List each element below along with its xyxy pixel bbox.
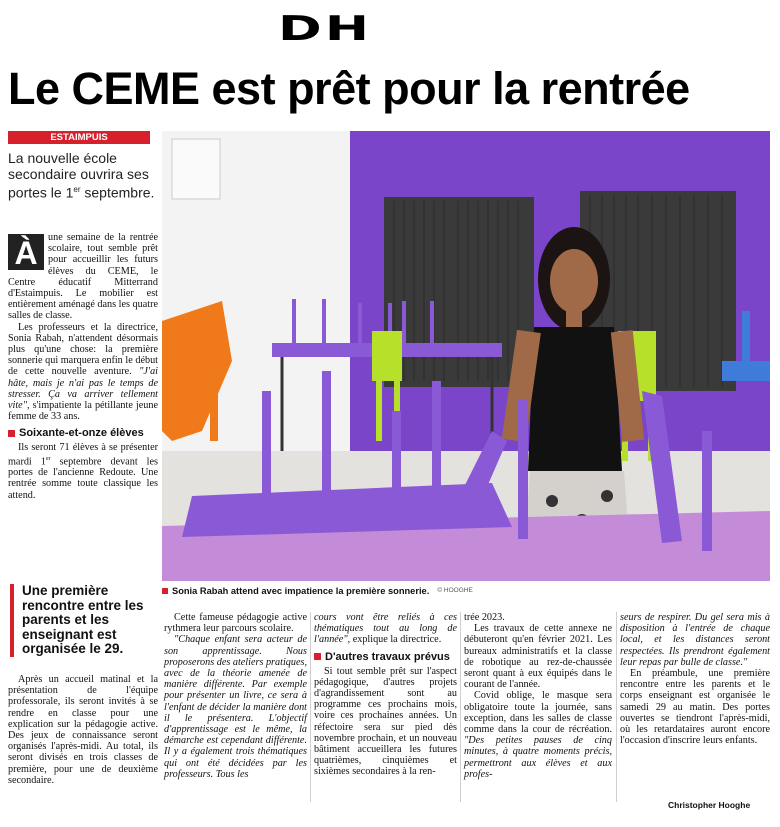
paragraph: Covid oblige, le masque sera obligatoire toute la journée, sans exception, dans les salles de classe comme dans la cour de récréation. "Des petites pauses de cinq minutes, à quatre moments précis, permettront aux élèves et aux profes-	[464, 690, 612, 780]
paragraph: Ils seront 71 élèves à se présenter mardi 1er septembre devant les portes de l'ancienne Redoute. Une rentrée somme toute classique les attend.	[8, 442, 158, 501]
article-column-2	[164, 612, 307, 780]
article-column-5	[620, 612, 770, 746]
column-divider	[616, 612, 617, 802]
paragraph: Cette fameuse pédagogie active rythmera leur parcours scolaire.	[164, 612, 307, 635]
classroom-photo	[162, 131, 770, 581]
paragraph: "Chaque enfant sera acteur de son apprentissage. Nous proposerons des ateliers pratiques, avec de la théorie amenée de manière différente. Par exemple pour présenter un livre, ce sera à l'enfant de décider la manière dont il le présentera. L'objectif d'apprentissage est le même, la démarche est cependant différente. Il y a également trois thématiques qui ont été décidées par les professeurs. Tous les	[164, 634, 307, 780]
paragraph: cours vont être reliés à ces thématiques tout au long de l'année", explique la directrice.	[314, 612, 457, 646]
red-square-icon	[314, 653, 321, 660]
subheading: Soixante-et-onze élèves	[8, 426, 158, 440]
standfirst: La nouvelle école secondaire ouvrira ses portes le 1er septembre.	[8, 150, 155, 201]
red-square-icon	[162, 588, 168, 594]
article-column-4	[464, 612, 612, 780]
photo-caption: Sonia Rabah attend avec impatience la première sonnerie. © HOOGHE	[162, 585, 770, 597]
article-column-3	[314, 612, 457, 778]
paragraph: En préambule, une première rencontre entre les parents et le corps enseignant est organisée le samedi 29 au matin. Des portes ouvertes se tiendront l'après-midi, où les retardataires auront encore l'occasion d'inscrire leurs enfants.	[620, 668, 770, 747]
drop-cap: À	[8, 234, 44, 270]
column-divider	[460, 612, 461, 802]
paragraph: Si tout semble prêt sur l'aspect pédagogique, d'autres projets d'agrandissement sont au programme ces prochains mois, voire ces prochaines années. Un réfectoire sera sur pied dès novembre prochain, et un nouveau bâtiment accueillera les futures quatrièmes, cinquièmes et sixièmes secondaires à la ren-	[314, 665, 457, 778]
column-divider	[310, 612, 311, 802]
subheading: D'autres travaux prévus	[314, 650, 457, 664]
paragraph: trée 2023.	[464, 612, 505, 623]
section-kicker: ESTAIMPUIS	[8, 131, 150, 144]
paragraph: Les professeurs et la directrice, Sonia Rabah, n'attendent désormais plus qu'une chose: la première sonnerie qui marquera enfin le début de cette nouvelle aventure. "J'ai hâte, mais je n'ai pas le temps de stresser. Ça va arriver tellement vite", s'impatiente la pétillante jeune femme de 33 ans.	[8, 321, 158, 423]
article-column-1	[8, 232, 158, 501]
paragraph: seurs de respirer. Du gel sera mis à disposition à l'entrée de chaque local, et les distances seront respectées. Ils prendront également leur repas par bulle de classe."	[620, 612, 770, 668]
author-signature: Christopher Hooghe	[668, 800, 751, 810]
paragraph: Après un accueil matinal et la présentation de l'équipe professorale, ils seront invités à se rendre en classe pour une explication sur la pédagogie active. Des jeux de connaissance seront organisés l'après-midi. Au total, ils seront divisés en trois classes de première, pour une de deuxième secondaire.	[8, 674, 158, 786]
article-photo	[162, 131, 770, 581]
paragraph: une semaine de la rentrée scolaire, tout semble prêt pour accueillir les futurs élèves du CEME, le Centre éducatif Mitterrand d'Estaimpuis. Le mobilier est entièrement aménagé dans les quatre salles de classe.	[8, 232, 158, 322]
article-column-1-lower	[8, 674, 158, 786]
red-square-icon	[8, 430, 15, 437]
pull-quote: Une première rencontre entre les parents et les enseignant est organisée le 29.	[10, 584, 158, 657]
newspaper-logo: DH	[278, 9, 373, 49]
paragraph: Les travaux de cette annexe ne débuteront qu'en février 2021. Les bureaux administratifs et la classe de robotique au rez-de-chaussée seront quant à eux équipés dans le courant de l'année.	[464, 623, 612, 691]
headline: Le CEME est prêt pour la rentrée	[8, 63, 690, 114]
photo-credit: © HOOGHE	[437, 587, 473, 594]
